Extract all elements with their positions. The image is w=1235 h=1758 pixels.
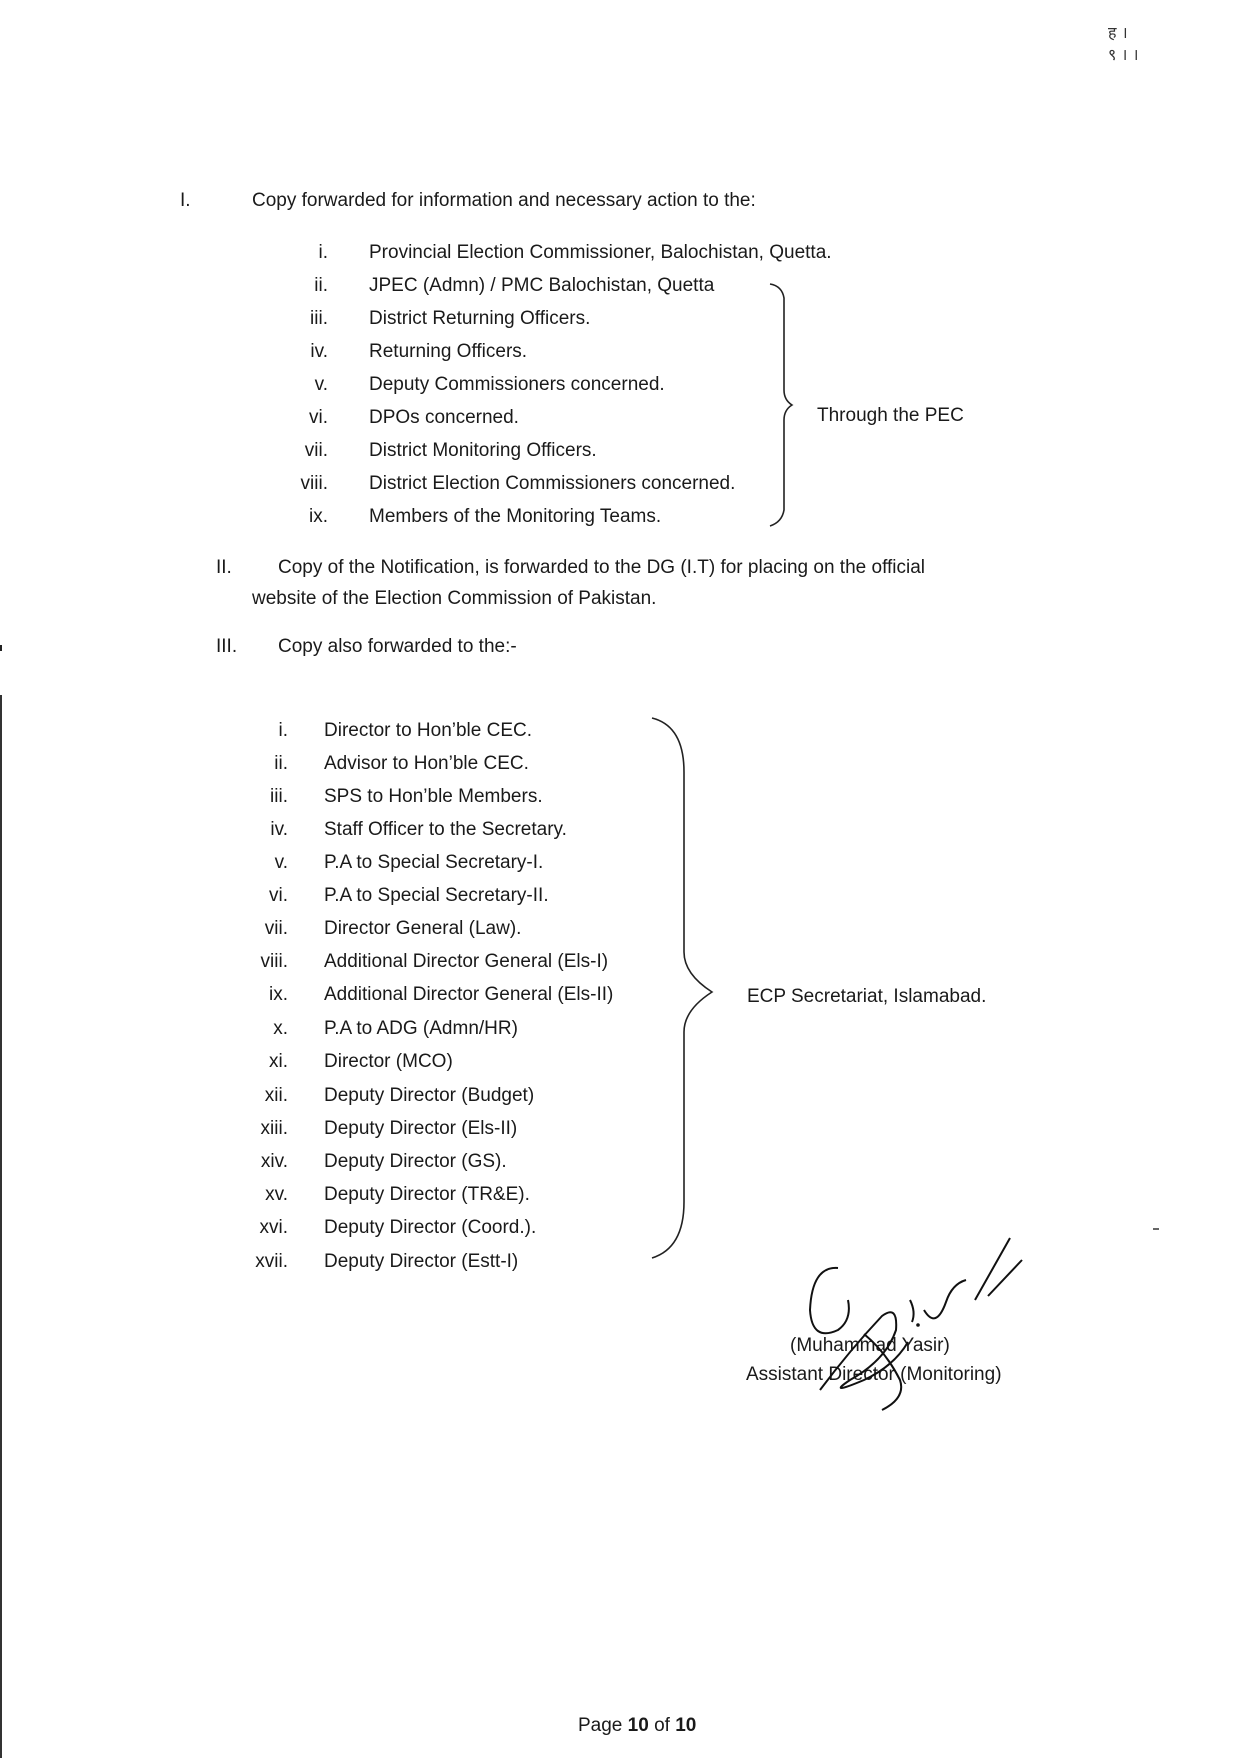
section1-item-text: Deputy Commissioners concerned.: [369, 374, 665, 395]
section3-item-text: Director (MCO): [324, 1051, 453, 1072]
section3-item-num: xv.: [265, 1184, 288, 1205]
scan-mark-bottom: [0, 695, 2, 1758]
section3-brace-label: ECP Secretariat, Islamabad.: [747, 986, 987, 1007]
section3-item-num: ix.: [269, 984, 288, 1005]
section3-item-num: xvii.: [255, 1251, 288, 1272]
handwritten-signature: [790, 1230, 1030, 1430]
section3-item-text: P.A to Special Secretary-II.: [324, 885, 549, 906]
section3-brace: [648, 712, 718, 1262]
section3-item-num: vii.: [264, 918, 288, 939]
section1-item-num: vi.: [309, 407, 328, 428]
section1-item-text: Members of the Monitoring Teams.: [369, 506, 662, 527]
section3-item-text: Director to Hon’ble CEC.: [324, 720, 533, 741]
section1-item-text: Returning Officers.: [369, 341, 528, 362]
section3-item-text: Deputy Director (Coord.).: [324, 1217, 537, 1238]
section3-item-num: vi.: [269, 885, 288, 906]
section3-item-text: Additional Director General (Els-I): [324, 951, 609, 972]
section2-line1: Copy of the Notification, is forwarded to the DG (I.T) for placing on the official: [278, 557, 926, 578]
section3-item-text: Director General (Law).: [324, 918, 522, 939]
section3-item-text: Staff Officer to the Secretary.: [324, 819, 567, 840]
section3-item-num: xiii.: [260, 1118, 288, 1139]
section2-line2: website of the Election Commission of Pakistan.: [252, 588, 657, 609]
page-number: [578, 1715, 696, 1737]
section3-item-num: ii.: [274, 753, 288, 774]
section1-item-text: District Monitoring Officers.: [369, 440, 597, 461]
section2-numeral: II.: [216, 557, 232, 578]
scan-mark-top: [0, 645, 2, 651]
section1-text: Copy forwarded for information and necessary action to the:: [252, 190, 756, 211]
section1-numeral: I.: [180, 190, 191, 211]
section1-item-text: JPEC (Admn) / PMC Balochistan, Quetta: [369, 275, 715, 296]
section1-brace: [760, 278, 800, 533]
section1-item-num: vii.: [304, 440, 328, 461]
section1-item-text: DPOs concerned.: [369, 407, 519, 428]
section1-item-text: Provincial Election Commissioner, Balochistan, Quetta.: [369, 242, 832, 263]
corner-handwritten-marks: ह । ९ । ।: [1108, 23, 1139, 64]
section1-item-num: viii.: [300, 473, 328, 494]
section1-item-num: v.: [314, 374, 328, 395]
section1-item-num: iv.: [310, 341, 328, 362]
section1-item-text: District Election Commissioners concerned.: [369, 473, 736, 494]
section3-item-text: Additional Director General (Els-II): [324, 984, 614, 1005]
section1-item-text: District Returning Officers.: [369, 308, 591, 329]
section3-item-text: P.A to Special Secretary-I.: [324, 852, 544, 873]
section1-item-num: ii.: [314, 275, 328, 296]
section3-text: Copy also forwarded to the:-: [278, 636, 517, 657]
page-total: 10: [675, 1715, 697, 1736]
section3-item-text: Deputy Director (Estt-I): [324, 1251, 519, 1272]
section3-item-text: P.A to ADG (Admn/HR): [324, 1018, 518, 1039]
signatory-title: Assistant Director (Monitoring): [746, 1364, 1002, 1385]
section1-item-num: i.: [318, 242, 328, 263]
signatory-name: (Muhammad Yasir): [790, 1335, 950, 1356]
section3-numeral: III.: [216, 636, 238, 657]
section1-item-num: iii.: [310, 308, 328, 329]
page-prefix: Page: [578, 1715, 628, 1736]
section3-item-num: xii.: [264, 1085, 288, 1106]
section3-item-text: Deputy Director (TR&E).: [324, 1184, 530, 1205]
scan-speck: [1153, 1228, 1159, 1230]
page-current: 10: [627, 1715, 649, 1736]
section3-item-num: iv.: [270, 819, 288, 840]
section3-item-num: i.: [278, 720, 288, 741]
section3-item-num: xiv.: [260, 1151, 288, 1172]
section3-item-text: Deputy Director (Budget): [324, 1085, 535, 1106]
section3-item-num: x.: [273, 1018, 288, 1039]
section3-item-text: Deputy Director (GS).: [324, 1151, 507, 1172]
section3-item-num: iii.: [270, 786, 288, 807]
section3-item-text: Advisor to Hon’ble CEC.: [324, 753, 529, 774]
section3-item-num: viii.: [260, 951, 288, 972]
section3-item-text: SPS to Hon’ble Members.: [324, 786, 543, 807]
section3-item-text: Deputy Director (Els-II): [324, 1118, 518, 1139]
section1-brace-label: Through the PEC: [817, 405, 964, 426]
section1-item-num: ix.: [309, 506, 328, 527]
section3-item-num: xvi.: [259, 1217, 288, 1238]
section3-item-num: v.: [274, 852, 288, 873]
page-middle: of: [648, 1715, 676, 1736]
section3-item-num: xi.: [269, 1051, 288, 1072]
